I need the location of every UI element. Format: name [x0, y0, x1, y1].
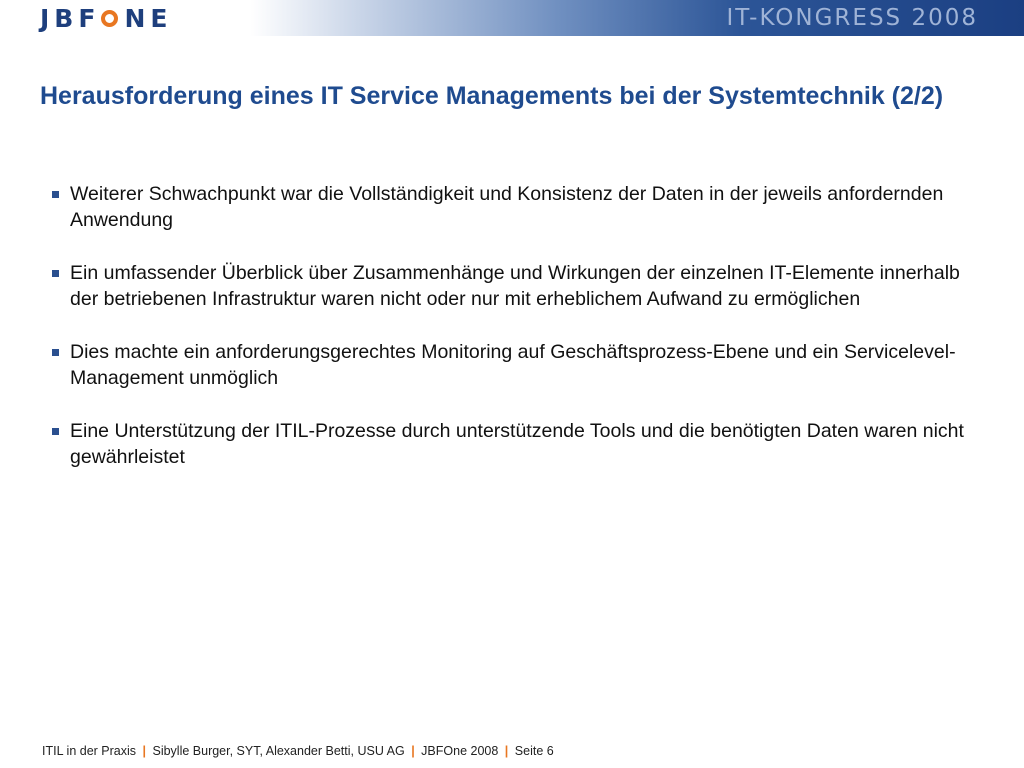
logo-text-left: JBF — [40, 3, 101, 33]
bullet-square-icon — [52, 349, 59, 356]
bullet-text: Weiterer Schwachpunkt war die Vollständigkeit und Konsistenz der Daten in der jeweils anfordernden Anwendung — [70, 183, 944, 231]
footer-event: JBFOne 2008 — [421, 744, 499, 758]
footer-separator: | — [504, 744, 509, 758]
footer-separator: | — [142, 744, 146, 758]
bullet-square-icon — [52, 428, 59, 435]
bullet-square-icon — [52, 270, 59, 277]
bullet-text: Eine Unterstützung der ITIL-Prozesse durch unterstützende Tools und die benötigten Daten waren nicht gewährleistet — [70, 420, 964, 468]
bullet-item — [52, 181, 972, 233]
jbfone-logo — [40, 4, 172, 32]
logo-text-right: NE — [124, 3, 173, 33]
bullet-text: Dies machte ein anforderungsgerechtes Monitoring auf Geschäftsprozess-Ebene und ein Servicelevel-Management unmöglich — [70, 341, 956, 389]
bullet-item — [52, 339, 972, 391]
bullet-item — [52, 418, 972, 470]
bullet-square-icon — [52, 191, 59, 198]
bullet-item — [52, 260, 972, 312]
bullet-text: Ein umfassender Überblick über Zusammenhänge und Wirkungen der einzelnen IT-Elemente innerhalb der betriebenen Infrastruktur waren nicht oder nur mit erheblichem Aufwand zu ermöglichen — [70, 262, 960, 310]
congress-title: IT-KONGRESS 2008 — [726, 5, 978, 31]
footer-page-number: Seite 6 — [514, 744, 554, 758]
footer-topic: ITIL in der Praxis — [42, 744, 137, 758]
logo-ring-icon — [101, 10, 118, 27]
bullet-list — [52, 181, 972, 497]
footer — [42, 744, 982, 758]
header-banner — [0, 0, 1024, 36]
slide-title: Herausforderung eines IT Service Managements bei der Systemtechnik (2/2) — [40, 82, 944, 110]
footer-separator: | — [411, 744, 415, 758]
footer-authors: Sibylle Burger, SYT, Alexander Betti, USU AG — [152, 744, 405, 758]
